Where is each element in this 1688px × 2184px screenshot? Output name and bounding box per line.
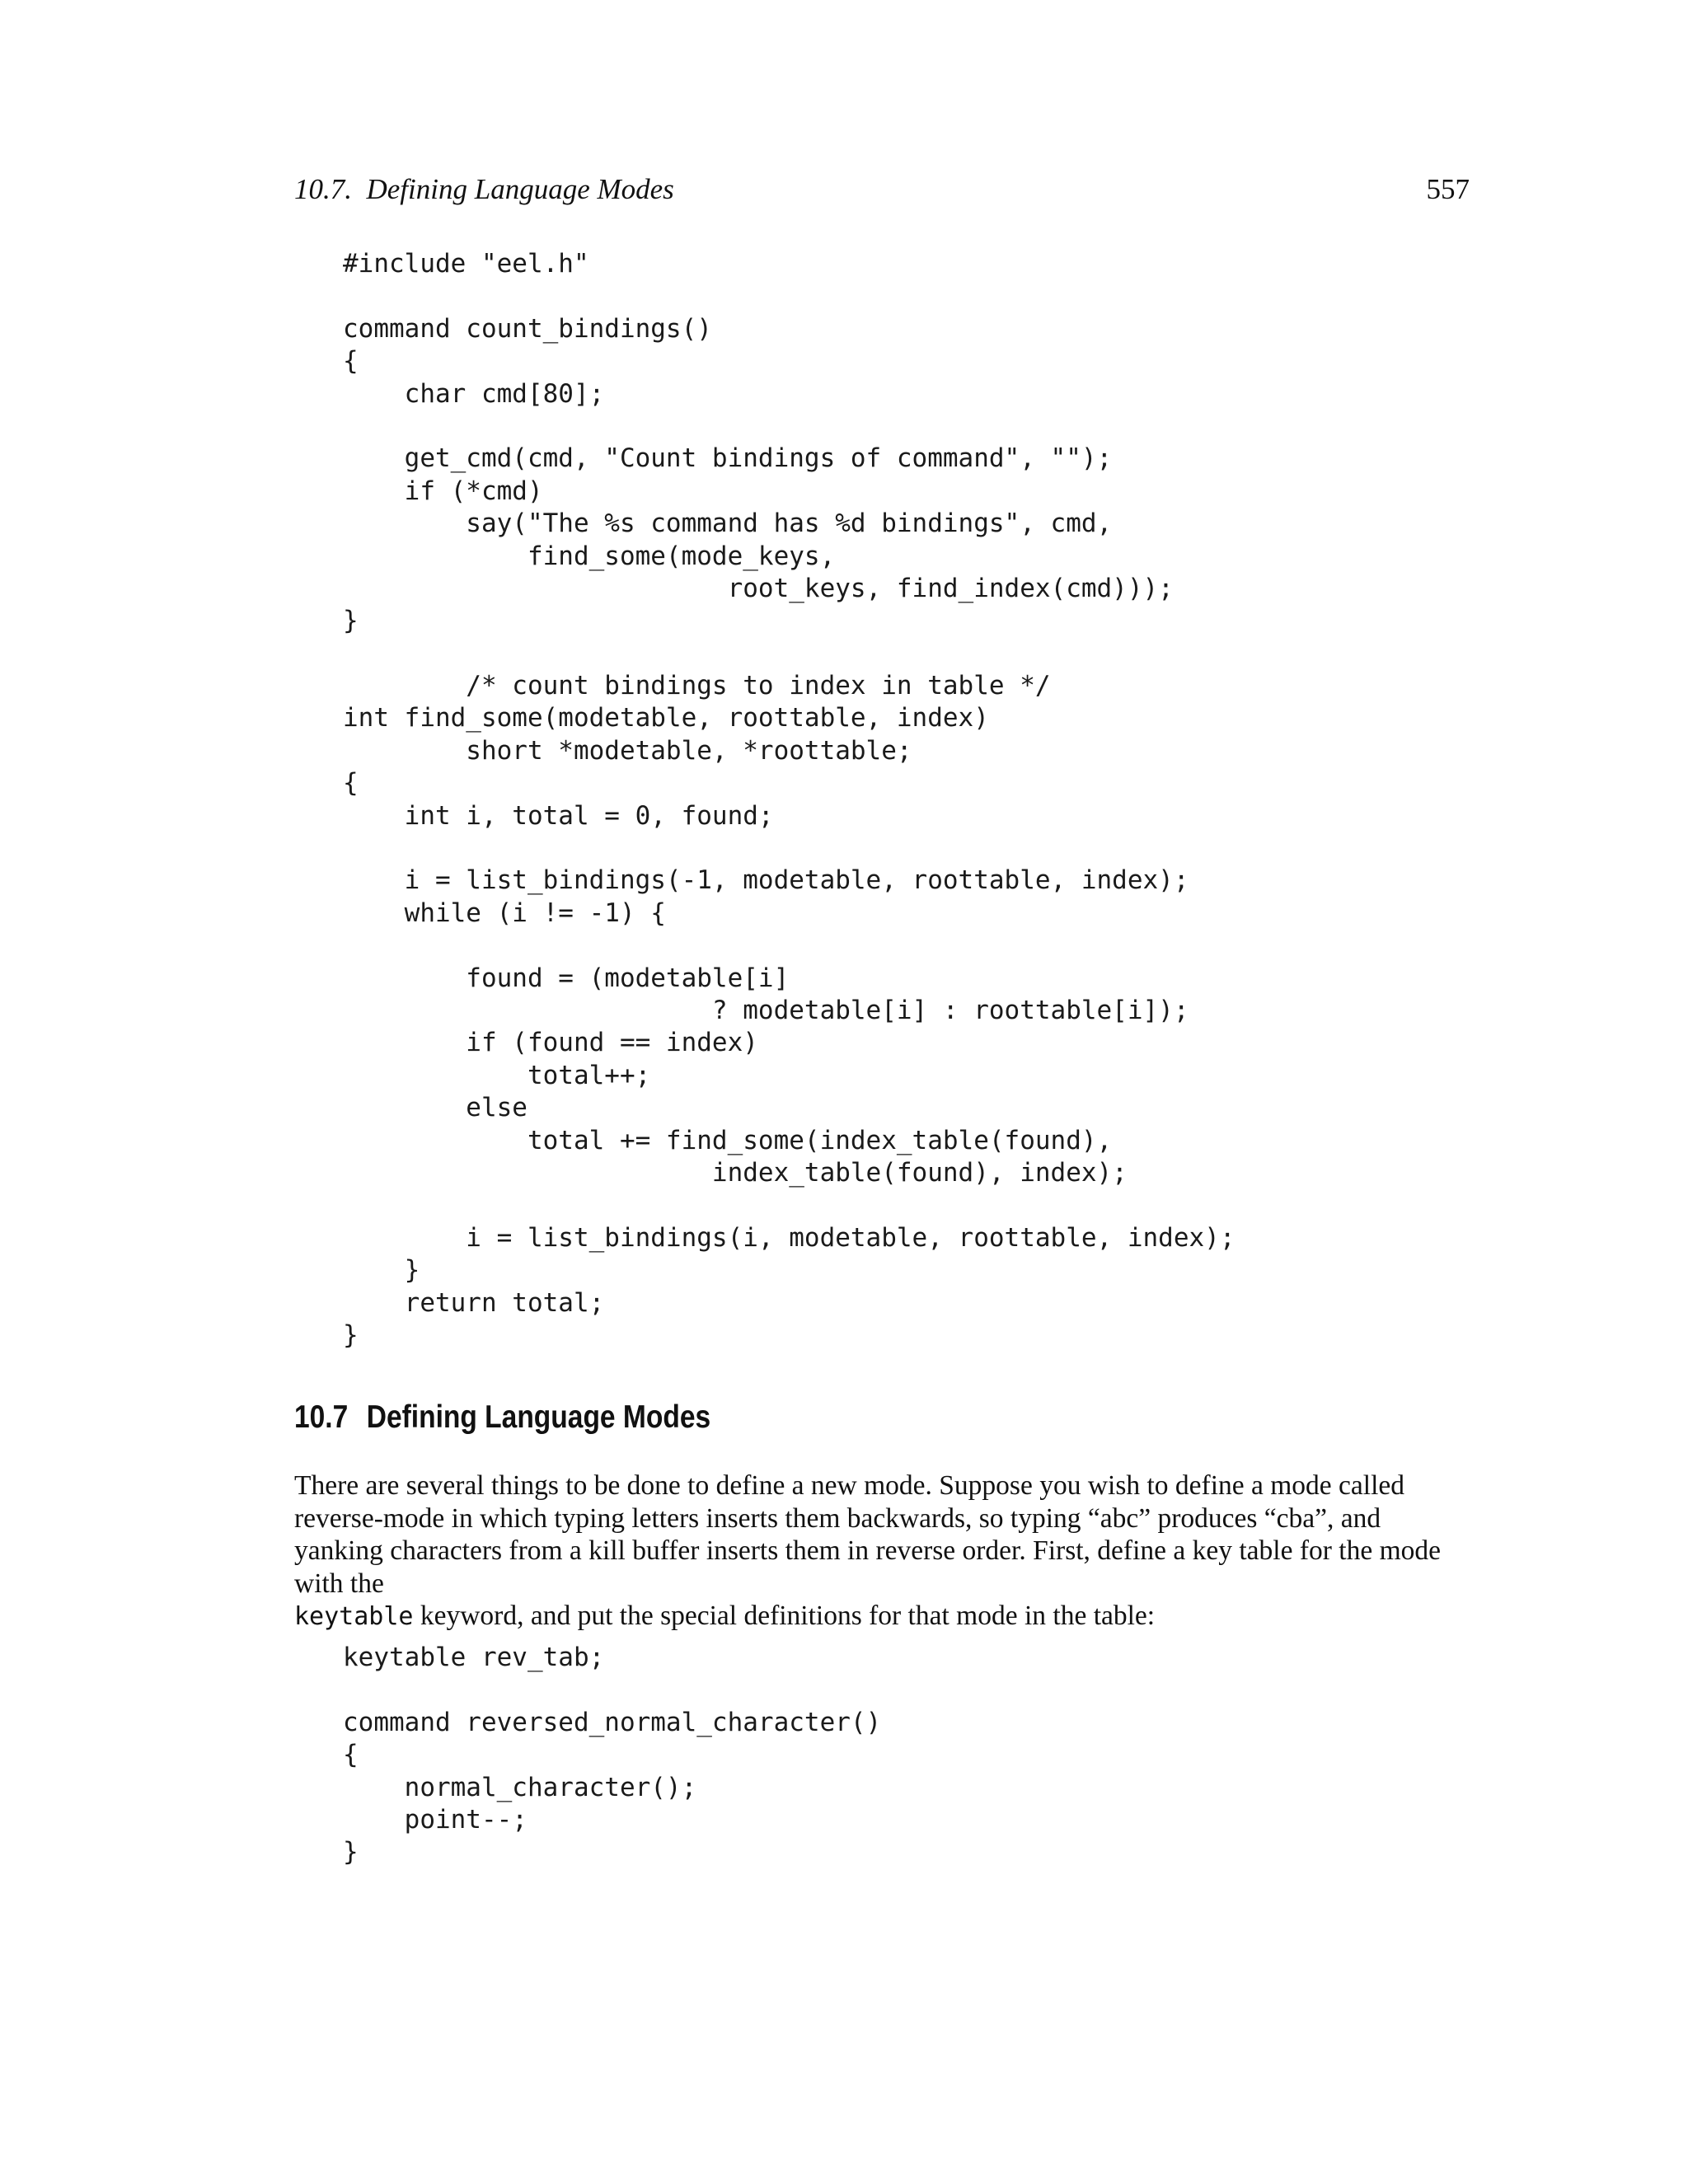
- code-line: [343, 1674, 881, 1706]
- code-line: get_cmd(cmd, "Count bindings of command", "");: [343, 443, 1113, 474]
- code-line: total++;: [343, 1060, 651, 1090]
- code-line: [343, 832, 1236, 865]
- running-title: 10.7. Defining Language Modes: [294, 173, 674, 205]
- code-line: [343, 638, 1236, 670]
- code-line: {: [343, 346, 359, 377]
- code-line: {: [343, 768, 359, 799]
- code-line: ? modetable[i] : roottable[i]);: [343, 995, 1189, 1025]
- inline-code-keytable: keytable: [294, 1602, 414, 1631]
- code-line: int i, total = 0, found;: [343, 800, 774, 831]
- code-line: point--;: [343, 1804, 528, 1835]
- running-header: [294, 169, 1470, 210]
- code-line: find_some(mode_keys,: [343, 541, 836, 571]
- code-line: while (i != -1) {: [343, 898, 666, 928]
- section-number: 10.7: [294, 1399, 349, 1435]
- code-block-count-bindings: [343, 248, 1236, 1352]
- code-line: i = list_bindings(i, modetable, roottable, index);: [343, 1222, 1236, 1253]
- page-number: 557: [1426, 173, 1470, 205]
- code-line: if (*cmd): [343, 476, 543, 506]
- code-line: if (found == index): [343, 1028, 758, 1058]
- code-line: index_table(found), index);: [343, 1157, 1128, 1188]
- code-line: found = (modetable[i]: [343, 963, 790, 993]
- code-line: char cmd[80];: [343, 378, 605, 409]
- code-line: }: [343, 1837, 359, 1868]
- code-line: }: [343, 1319, 359, 1350]
- code-line: /* count bindings to index in table */: [343, 671, 1051, 701]
- code-line: }: [343, 1255, 420, 1286]
- code-line: [343, 1189, 1236, 1221]
- code-line: say("The %s command has %d bindings", cmd,: [343, 509, 1113, 539]
- code-line: command reversed_normal_character(): [343, 1707, 882, 1737]
- code-line: {: [343, 1740, 359, 1770]
- code-line: command count_bindings(): [343, 313, 712, 344]
- code-line: [343, 410, 1236, 443]
- code-line: short *modetable, *roottable;: [343, 735, 912, 766]
- code-line: normal_character();: [343, 1772, 697, 1802]
- paragraph-text: There are several things to be done to define a new mode. Suppose you wish to define a mode called reverse-mode in which typing letters inserts them backwards, so typing “abc” produces “cba”, and yanking characters from a kill buffer inserts them in reverse order. First, define a key table for the mode with the: [294, 1470, 1442, 1599]
- code-line: i = list_bindings(-1, modetable, roottable, index);: [343, 865, 1189, 896]
- code-line: #include "eel.h": [343, 249, 589, 279]
- code-line: root_keys, find_index(cmd)));: [343, 573, 1174, 603]
- body-paragraph: [294, 1469, 1470, 1633]
- paragraph-text-continued: keyword, and put the special definitions for that mode in the table:: [413, 1601, 1156, 1631]
- section-heading: [294, 1397, 710, 1438]
- code-line: else: [343, 1093, 528, 1123]
- code-line: }: [343, 606, 359, 636]
- section-title: Defining Language Modes: [366, 1399, 711, 1435]
- code-block-reverse-mode: [343, 1642, 881, 1869]
- code-line: return total;: [343, 1287, 605, 1318]
- code-line: int find_some(modetable, roottable, index): [343, 703, 989, 733]
- code-line: [343, 930, 1236, 962]
- code-line: keytable rev_tab;: [343, 1643, 605, 1672]
- code-line: [343, 280, 1236, 312]
- code-line: total += find_some(index_table(found),: [343, 1125, 1113, 1155]
